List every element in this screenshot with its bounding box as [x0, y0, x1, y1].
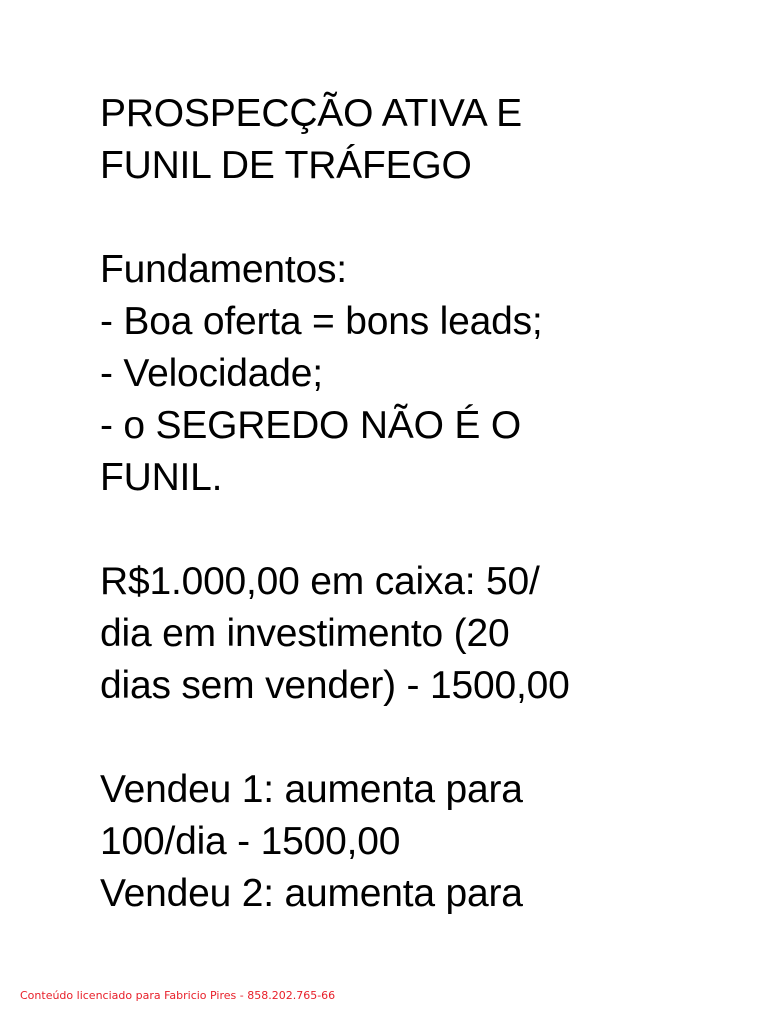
document-body: [100, 88, 740, 920]
vendas-line-3: Vendeu 2: aumenta para: [100, 872, 523, 915]
caixa-line-2: dia em investimento (20: [100, 612, 510, 655]
fundamentos-item-velocidade: - Velocidade;: [100, 352, 323, 395]
license-footer: Conteúdo licenciado para Fabricio Pires - 858.202.765-66: [20, 989, 336, 1002]
fundamentos-heading: Fundamentos:: [100, 248, 347, 291]
title-line-2: FUNIL DE TRÁFEGO: [100, 144, 472, 187]
vendas-line-2: 100/dia - 1500,00: [100, 820, 401, 863]
paragraph-spacer: [100, 712, 740, 764]
paragraph-spacer: [100, 192, 740, 244]
fundamentos-item-segredo: - o SEGREDO NÃO É O: [100, 404, 521, 447]
title-line-1: PROSPECÇÃO ATIVA E: [100, 92, 522, 135]
paragraph-spacer: [100, 504, 740, 556]
caixa-line-3: dias sem vender) - 1500,00: [100, 664, 570, 707]
caixa-line-1: R$1.000,00 em caixa: 50/: [100, 560, 540, 603]
vendas-line-1: Vendeu 1: aumenta para: [100, 768, 523, 811]
fundamentos-item-segredo-cont: FUNIL.: [100, 456, 223, 499]
fundamentos-item-oferta: - Boa oferta = bons leads;: [100, 300, 543, 343]
